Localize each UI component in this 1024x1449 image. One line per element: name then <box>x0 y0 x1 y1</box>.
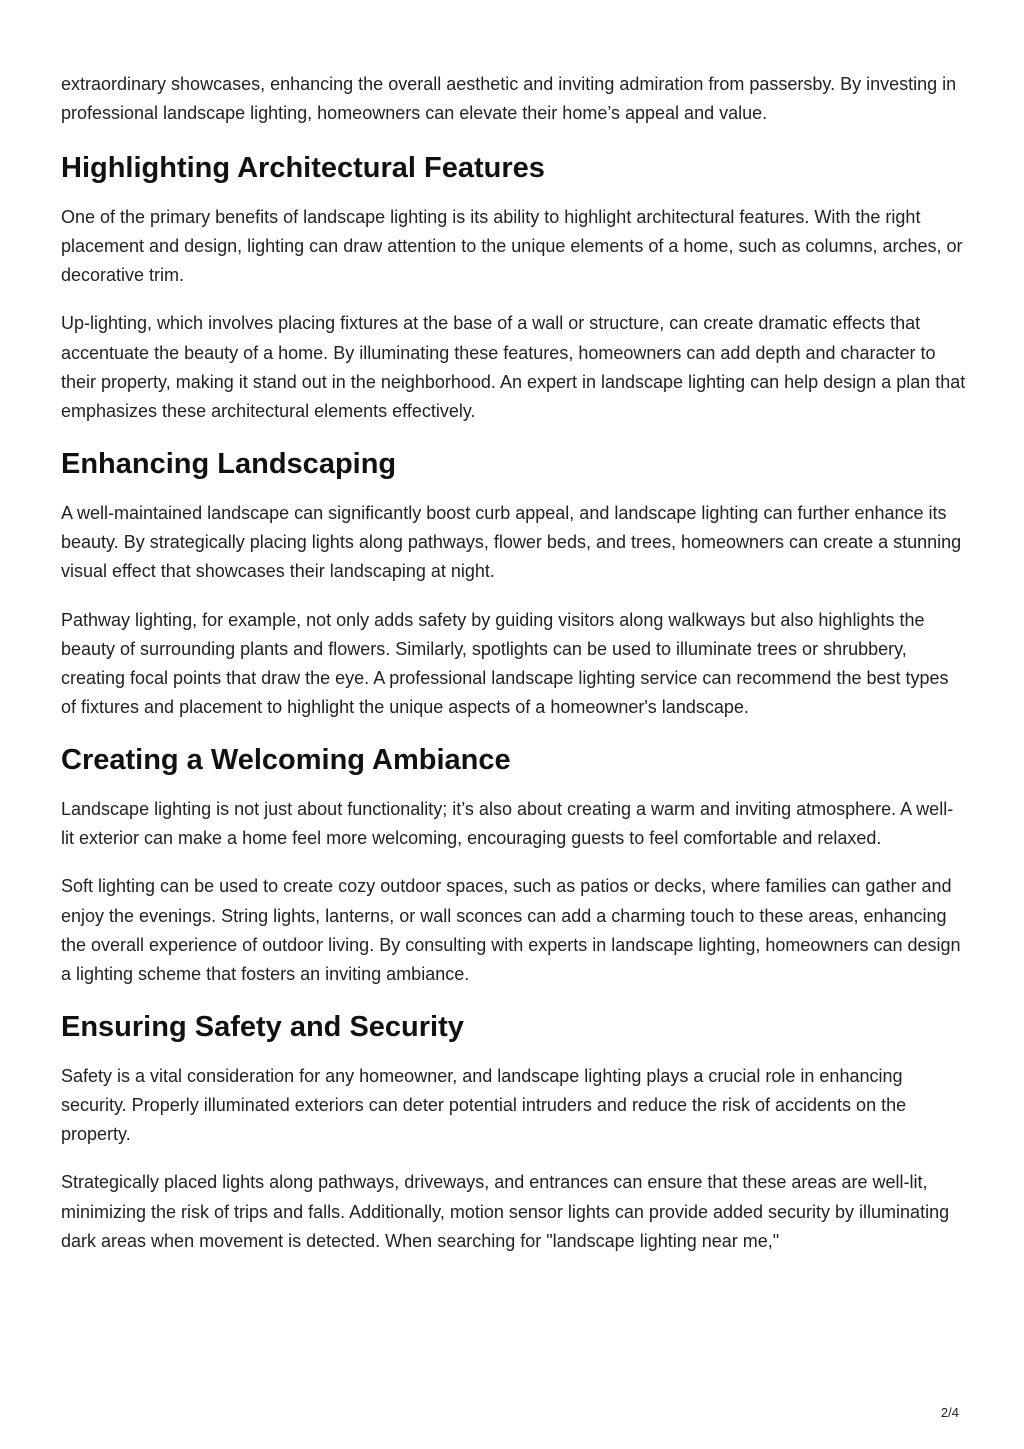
page-number: 2/4 <box>940 1405 959 1420</box>
section-paragraph: Landscape lighting is not just about functionality; it’s also about creating a warm and inviting atmosphere. A well-lit exterior can make a home feel more welcoming, encouraging guests to feel comfortable and relaxed. <box>61 798 954 849</box>
document-body <box>61 70 966 1275</box>
section-heading: Ensuring Safety and Security <box>61 1010 464 1043</box>
section-safety-security <box>61 1009 966 1257</box>
section-paragraph: Soft lighting can be used to create cozy outdoor spaces, such as patios or decks, where families can gather and enjoy the evenings. String lights, lanterns, or wall sconces can add a charming touch to these areas, enhancing the overall experience of outdoor living. By consulting with experts in landscape lighting, homeowners can design a lighting scheme that fosters an inviting ambiance. <box>61 876 961 985</box>
section-paragraph: One of the primary benefits of landscape lighting is its ability to highlight architectural features. With the right placement and design, lighting can draw attention to the unique elements of a home, such as columns, arches, or decorative trim. <box>61 206 963 286</box>
section-paragraph: Strategically placed lights along pathways, driveways, and entrances can ensure that these areas are well-lit, minimizing the risk of trips and falls. Additionally, motion sensor lights can provide added security by illuminating dark areas when movement is detected. When searching for "landscape lighting near me," <box>61 1172 950 1252</box>
section-paragraph: Pathway lighting, for example, not only adds safety by guiding visitors along walkways but also highlights the beauty of surrounding plants and flowers. Similarly, spotlights can be used to illuminate trees or shrubbery, creating focal points that draw the eye. A professional landscape lighting service can recommend the best types of fixtures and placement to highlight the unique aspects of a homeowner's landscape. <box>61 609 949 718</box>
section-paragraph: A well-maintained landscape can significantly boost curb appeal, and landscape lighting can further enhance its beauty. By strategically placing lights along pathways, flower beds, and trees, homeowners can create a stunning visual effect that showcases their landscaping at night. <box>61 502 962 582</box>
section-paragraph: Up-lighting, which involves placing fixtures at the base of a wall or structure, can create dramatic effects that accentuate the beauty of a home. By illuminating these features, homeowners can add depth and character to their property, making it stand out in the neighborhood. An expert in landscape lighting can help design a plan that emphasizes these architectural elements effectively. <box>61 313 966 422</box>
section-enhancing-landscaping <box>61 446 966 723</box>
section-welcoming-ambiance <box>61 742 966 990</box>
section-heading: Highlighting Architectural Features <box>61 151 545 184</box>
intro-paragraph: extraordinary showcases, enhancing the overall aesthetic and inviting admiration from passersby. By investing in professional landscape lighting, homeowners can elevate their home’s appeal and value. <box>61 74 957 124</box>
section-architectural-features <box>61 150 966 427</box>
section-heading: Creating a Welcoming Ambiance <box>61 743 511 776</box>
section-heading: Enhancing Landscaping <box>61 447 397 480</box>
section-paragraph: Safety is a vital consideration for any homeowner, and landscape lighting plays a crucial role in enhancing security. Properly illuminated exteriors can deter potential intruders and reduce the risk of accidents on the property. <box>61 1065 907 1145</box>
